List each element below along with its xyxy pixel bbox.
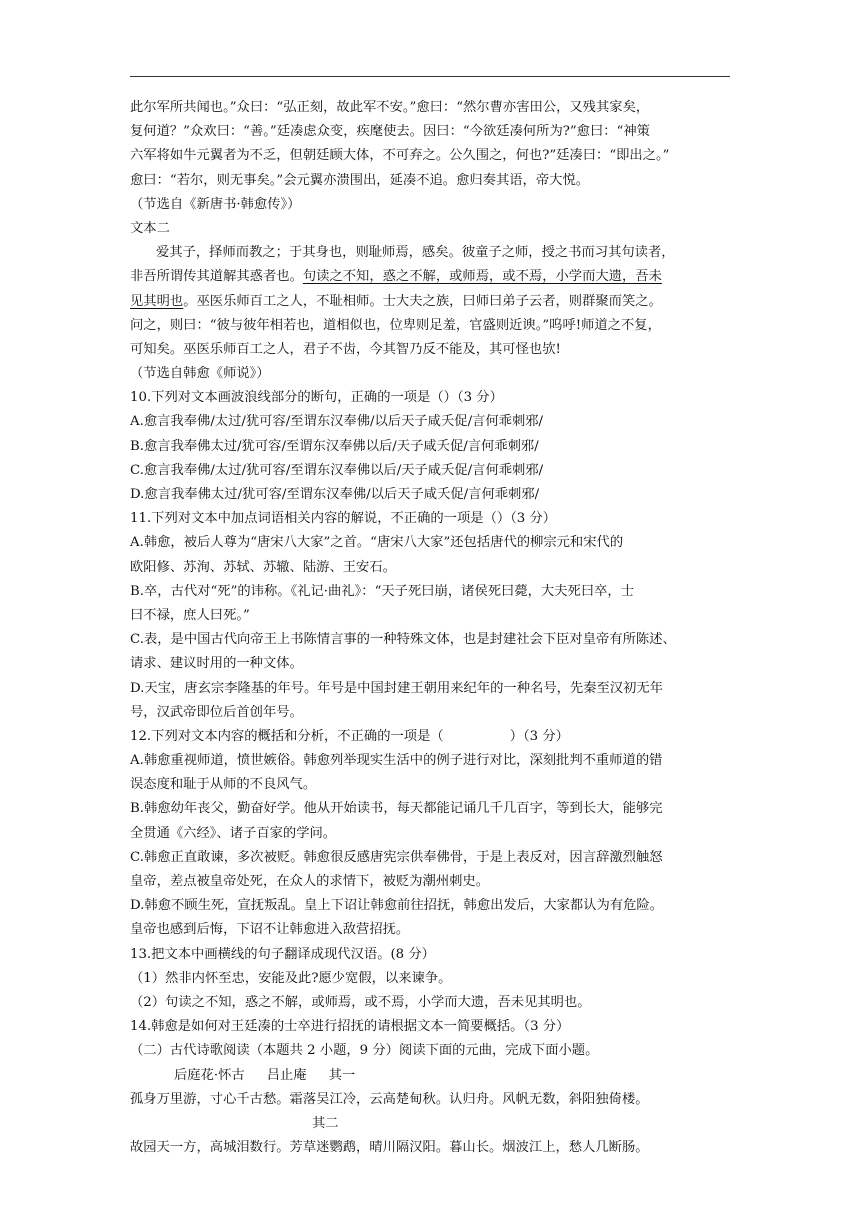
text-line: 此尔军所共闻也。”众曰：“弘正刻，故此军不安。”愈曰：“然尔曹亦害田公，又残其家矣， [130, 100, 650, 115]
section-heading: 文本二 [130, 220, 170, 236]
text-line [130, 290, 732, 314]
text-span: 非吾所谓传其道解其惑者也。 [130, 269, 303, 285]
text-line: 号，汉武帝即位后首创年号。 [130, 704, 303, 720]
text-line: 愈曰：“若尔，则无事矣。”会元翼亦溃围出，延凑不追。愈归奏其语，帝大悦。 [130, 172, 590, 188]
option-c: C.韩愈正直敢谏，多次被贬。韩愈很反感唐宪宗供奉佛骨，于是上表反对，因言辞激烈触怒 [130, 849, 663, 865]
poem-line: 故园天一方，高城泪数行。芳草迷鹦鹉，晴川隔汉阳。暮山长。烟波江上，愁人几断肠。 [130, 1140, 649, 1156]
question-12 [130, 725, 732, 749]
text-line: 误态度和耻于从师的不良风气。 [130, 777, 317, 793]
text-line: 复何道？”众欢曰：“善。”廷凑虑众变，疾麾使去。因曰：“今欲廷凑何所为?”愈曰：“神策 [130, 124, 650, 140]
source-note: （节选自韩愈《师说》） [130, 366, 270, 382]
text-line: 欧阳修、苏洵、苏轼、苏辙、陆游、王安石。 [130, 559, 396, 575]
option-d: D.天宝，唐玄宗李隆基的年号。年号是中国封建王朝用来纪年的一种名号，先秦至汉初无年 [130, 680, 663, 696]
question-11: 11.下列对文本中加点词语相关内容的解说，不正确的一项是（）（3 分） [130, 511, 557, 527]
document-page [130, 96, 732, 1160]
text-span: 12.下列对文本内容的概括和分析，不正确的一项是（ [130, 728, 444, 744]
section-heading: （二）古代诗歌阅读（本题共 2 小题，9 分）阅读下面的元曲，完成下面小题。 [130, 1043, 599, 1059]
question-13: 13.把文本中画横线的句子翻译成现代汉语。(8 分） [130, 946, 435, 962]
question-10: 10.下列对文本画波浪线部分的断句，正确的一项是（）（3 分） [130, 390, 503, 406]
source-note: （节选自《新唐书·韩愈传》） [130, 196, 301, 212]
poem-title: 后庭花·怀古 [174, 1067, 245, 1083]
text-line [130, 265, 732, 289]
text-line: 皇帝，差点被皇帝处死，在众人的求情下，被贬为潮州刺史。 [130, 874, 490, 889]
text-line: 可知矣。巫医乐师百工之人，君子不齿，今其智乃反不能及，其可怪也欤! [130, 341, 561, 357]
text-line: 爱其子，择师而教之；于其身也，则耻师焉，感矣。彼童子之师，授之书而习其句读者， [156, 245, 675, 261]
option-a: A.愈言我奉佛/太过/犹可容/至谓东汉奉佛/以后天子咸夭促/言何乖刺邪/ [130, 414, 544, 430]
poem-part-line [130, 1112, 732, 1136]
option-b: B.韩愈幼年丧父，勤奋好学。他从开始读书，每天都能记诵几千几百字，等到长大，能够完 [130, 801, 663, 817]
poem-author: 吕止庵 [266, 1067, 307, 1083]
option-d: D.韩愈不顾生死，宣抚叛乱。皇上下诏让韩愈前往招抚，韩愈出发后，大家都认为有危险。 [130, 898, 663, 914]
text-line: 问之，则曰：“彼与彼年相若也，道相似也，位卑则足羞，官盛则近谀。”呜呼!师道之不复， [130, 317, 661, 333]
text-line: 六军将如牛元翼者为不乏，但朝廷顾大体，不可弃之。公久围之，何也?”廷凑曰：“即出之。” [130, 148, 670, 164]
sub-question: （1）然非内怀至忠，安能及此?愿少宽假，以来谏争。 [130, 970, 452, 986]
option-c: C.表，是中国古代向帝王上书陈情言事的一种特殊文体，也是封建社会下臣对皇帝有所陈述、 [130, 632, 676, 648]
option-c: C.愈言我奉佛/太过/犹可容/至谓东汉奉佛以后/天子咸夭促/言何乖刺邪/ [130, 462, 544, 478]
option-b: B.卒，古代对“死”的讳称。《礼记·曲礼》：“天子死曰崩，诸侯死曰薨，大夫死曰卒，士 [130, 583, 635, 599]
option-a: A.韩愈，被后人尊为“唐宋八大家”之首。“唐宋八大家”还包括唐代的柳宗元和宋代的 [130, 535, 624, 551]
text-line: 曰不禄，庶人曰死。” [130, 607, 250, 623]
question-14: 14.韩愈是如何对王廷凑的士卒进行招抚的请根据文本一简要概括。（3 分） [130, 1019, 570, 1035]
text-line: 全贯通《六经》、诸子百家的学问。 [130, 825, 337, 841]
header-rule [130, 76, 730, 77]
text-line: 请求、建议时用的一种文体。 [130, 656, 303, 672]
poem-line: 孤身万里游，寸心千古愁。霜落吴江冷，云高楚甸秋。认归舟。风帆无数，斜阳独倚楼。 [130, 1091, 649, 1107]
text-span: ）（3 分） [509, 728, 569, 744]
option-d: D.愈言我奉佛太过/犹可容/至谓东汉奉佛/以后天子咸夭促/言何乖刺邪/ [130, 487, 540, 502]
option-b: B.愈言我奉佛太过/犹可容/至谓东汉奉佛以后/天子咸夭促/言何乖刺邪/ [130, 438, 539, 454]
poem-title-line [130, 1064, 732, 1088]
option-a: A.韩愈重视师道，愤世嫉俗。韩愈列举现实生活中的例子进行对比，深刻批判不重师道的错 [130, 753, 663, 769]
poem-part: 其二 [312, 1115, 339, 1131]
underlined-sentence-end: 见其明也 [130, 293, 184, 309]
text-line: 皇帝也感到后悔，下诏不让韩愈进入敌营招抚。 [130, 922, 410, 938]
text-span: 。巫医乐师百工之人，不耻相师。士大夫之族，曰师曰弟子云者，则群聚而笑之。 [183, 293, 662, 309]
poem-part: 其一 [328, 1067, 356, 1083]
underlined-sentence: 句读之不知，惑之不解，或师焉，或不焉，小学而大遗，吾未 [302, 269, 662, 285]
sub-question: （2）句读之不知，惑之不解，或师焉，或不焉，小学而大遗，吾未见其明也。 [130, 994, 591, 1010]
